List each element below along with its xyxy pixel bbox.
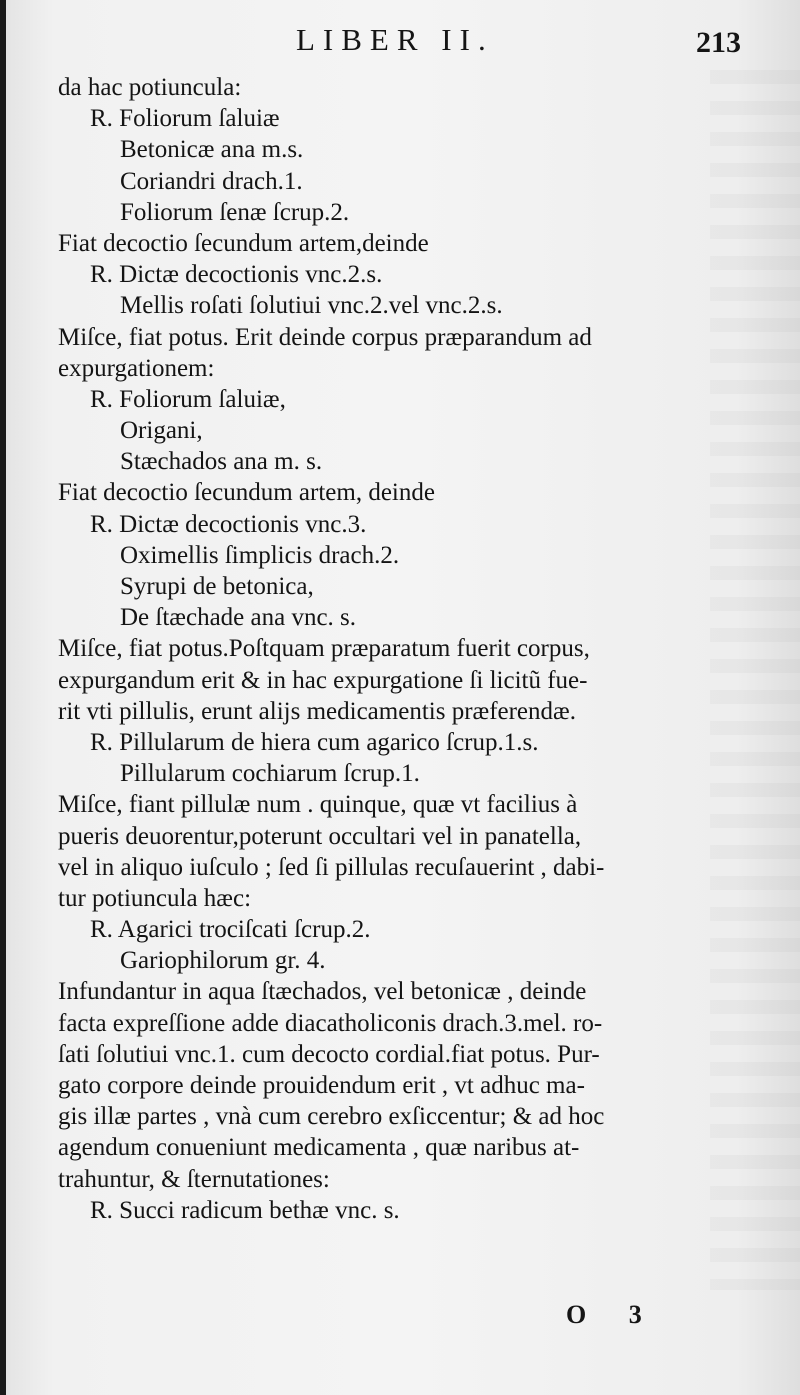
recipe-line: R. Agarici trociſcati ſcrup.2.: [90, 916, 371, 944]
ingredient-line: Oximellis ſimplicis drach.2.: [120, 541, 400, 569]
body-text: [6, 72, 800, 1226]
text-line: Infundantur in aqua ſtæchados, vel betonicæ , deinde: [58, 978, 587, 1006]
ingredient-line: Pillularum cochiarum ſcrup.1.: [120, 760, 420, 788]
text-line: agendum conueniunt medicamenta , quæ naribus at-: [58, 1134, 580, 1162]
page-header: [6, 22, 800, 62]
ingredient-line: Foliorum ſenæ ſcrup.2.: [120, 198, 350, 226]
text-line: gis illæ partes , vnà cum cerebro exſiccentur; & ad hoc: [58, 1103, 605, 1131]
ingredient-line: Betonicæ ana m.s.: [120, 136, 304, 164]
ingredient-line: Mellis roſati ſolutiui vnc.2.vel vnc.2.s.: [120, 292, 503, 320]
text-line: da hac potiuncula:: [58, 74, 242, 101]
recipe-line: R. Dictæ decoctionis vnc.3.: [90, 510, 367, 538]
recipe-line: R. Succi radicum bethæ vnc. s.: [90, 1196, 400, 1224]
text-line: Miſce, fiat potus. Erit deinde corpus præparandum ad: [58, 323, 592, 351]
text-line: expurgationem:: [58, 354, 215, 382]
text-line: Miſce, fiat potus.Poſtquam præparatum fuerit corpus,: [58, 635, 590, 663]
text-line: tur potiuncula hæc:: [58, 884, 252, 912]
book-page: [6, 0, 800, 1395]
ingredient-line: Gariophilorum gr. 4.: [120, 947, 326, 975]
ingredient-line: Coriandri drach.1.: [120, 167, 303, 195]
ingredient-line: De ſtæchade ana vnc. s.: [120, 604, 357, 632]
recipe-line: R. Dictæ decoctionis vnc.2.s.: [90, 261, 383, 289]
ingredient-line: Syrupi de betonica,: [120, 573, 314, 600]
text-line: Fiat decoctio ſecundum artem, deinde: [58, 479, 435, 507]
text-line: facta expreſſione adde diacatholiconis drach.3.mel. ro-: [58, 1009, 603, 1037]
text-line: trahuntur, & ſternutationes:: [58, 1165, 330, 1193]
printer-signature: O 3: [566, 1300, 660, 1329]
running-head: LIBER II.: [296, 22, 494, 57]
text-line: Fiat decoctio ſecundum artem,deinde: [58, 229, 429, 257]
recipe-line: R. Pillularum de hiera cum agarico ſcrup.1.s.: [90, 728, 539, 756]
ingredient-line: Stæchados ana m. s.: [120, 448, 323, 476]
ingredient-line: Origani,: [120, 417, 203, 445]
text-line: expurgandum erit & in hac expurgatione ſi licitũ fue-: [58, 666, 588, 694]
text-line: vel in aliquo iuſculo ; ſed ſi pillulas recuſauerint , dabi-: [58, 853, 605, 881]
page-number: 213: [696, 26, 741, 59]
text-line: rit vti pillulis, erunt alijs medicamentis præferendæ.: [58, 697, 576, 725]
recipe-line: R. Foliorum ſaluiæ: [90, 105, 280, 133]
text-line: pueris deuorentur,poterunt occultari vel in panatella,: [58, 822, 582, 850]
text-line: gato corpore deinde prouidendum erit , vt adhuc ma-: [58, 1072, 585, 1099]
text-line: Miſce, fiant pillulæ num . quinque, quæ vt facilius à: [58, 791, 578, 819]
recipe-line: R. Foliorum ſaluiæ,: [90, 385, 286, 413]
text-line: ſati ſolutiui vnc.1. cum decocto cordial.fiat potus. Pur-: [58, 1040, 600, 1068]
